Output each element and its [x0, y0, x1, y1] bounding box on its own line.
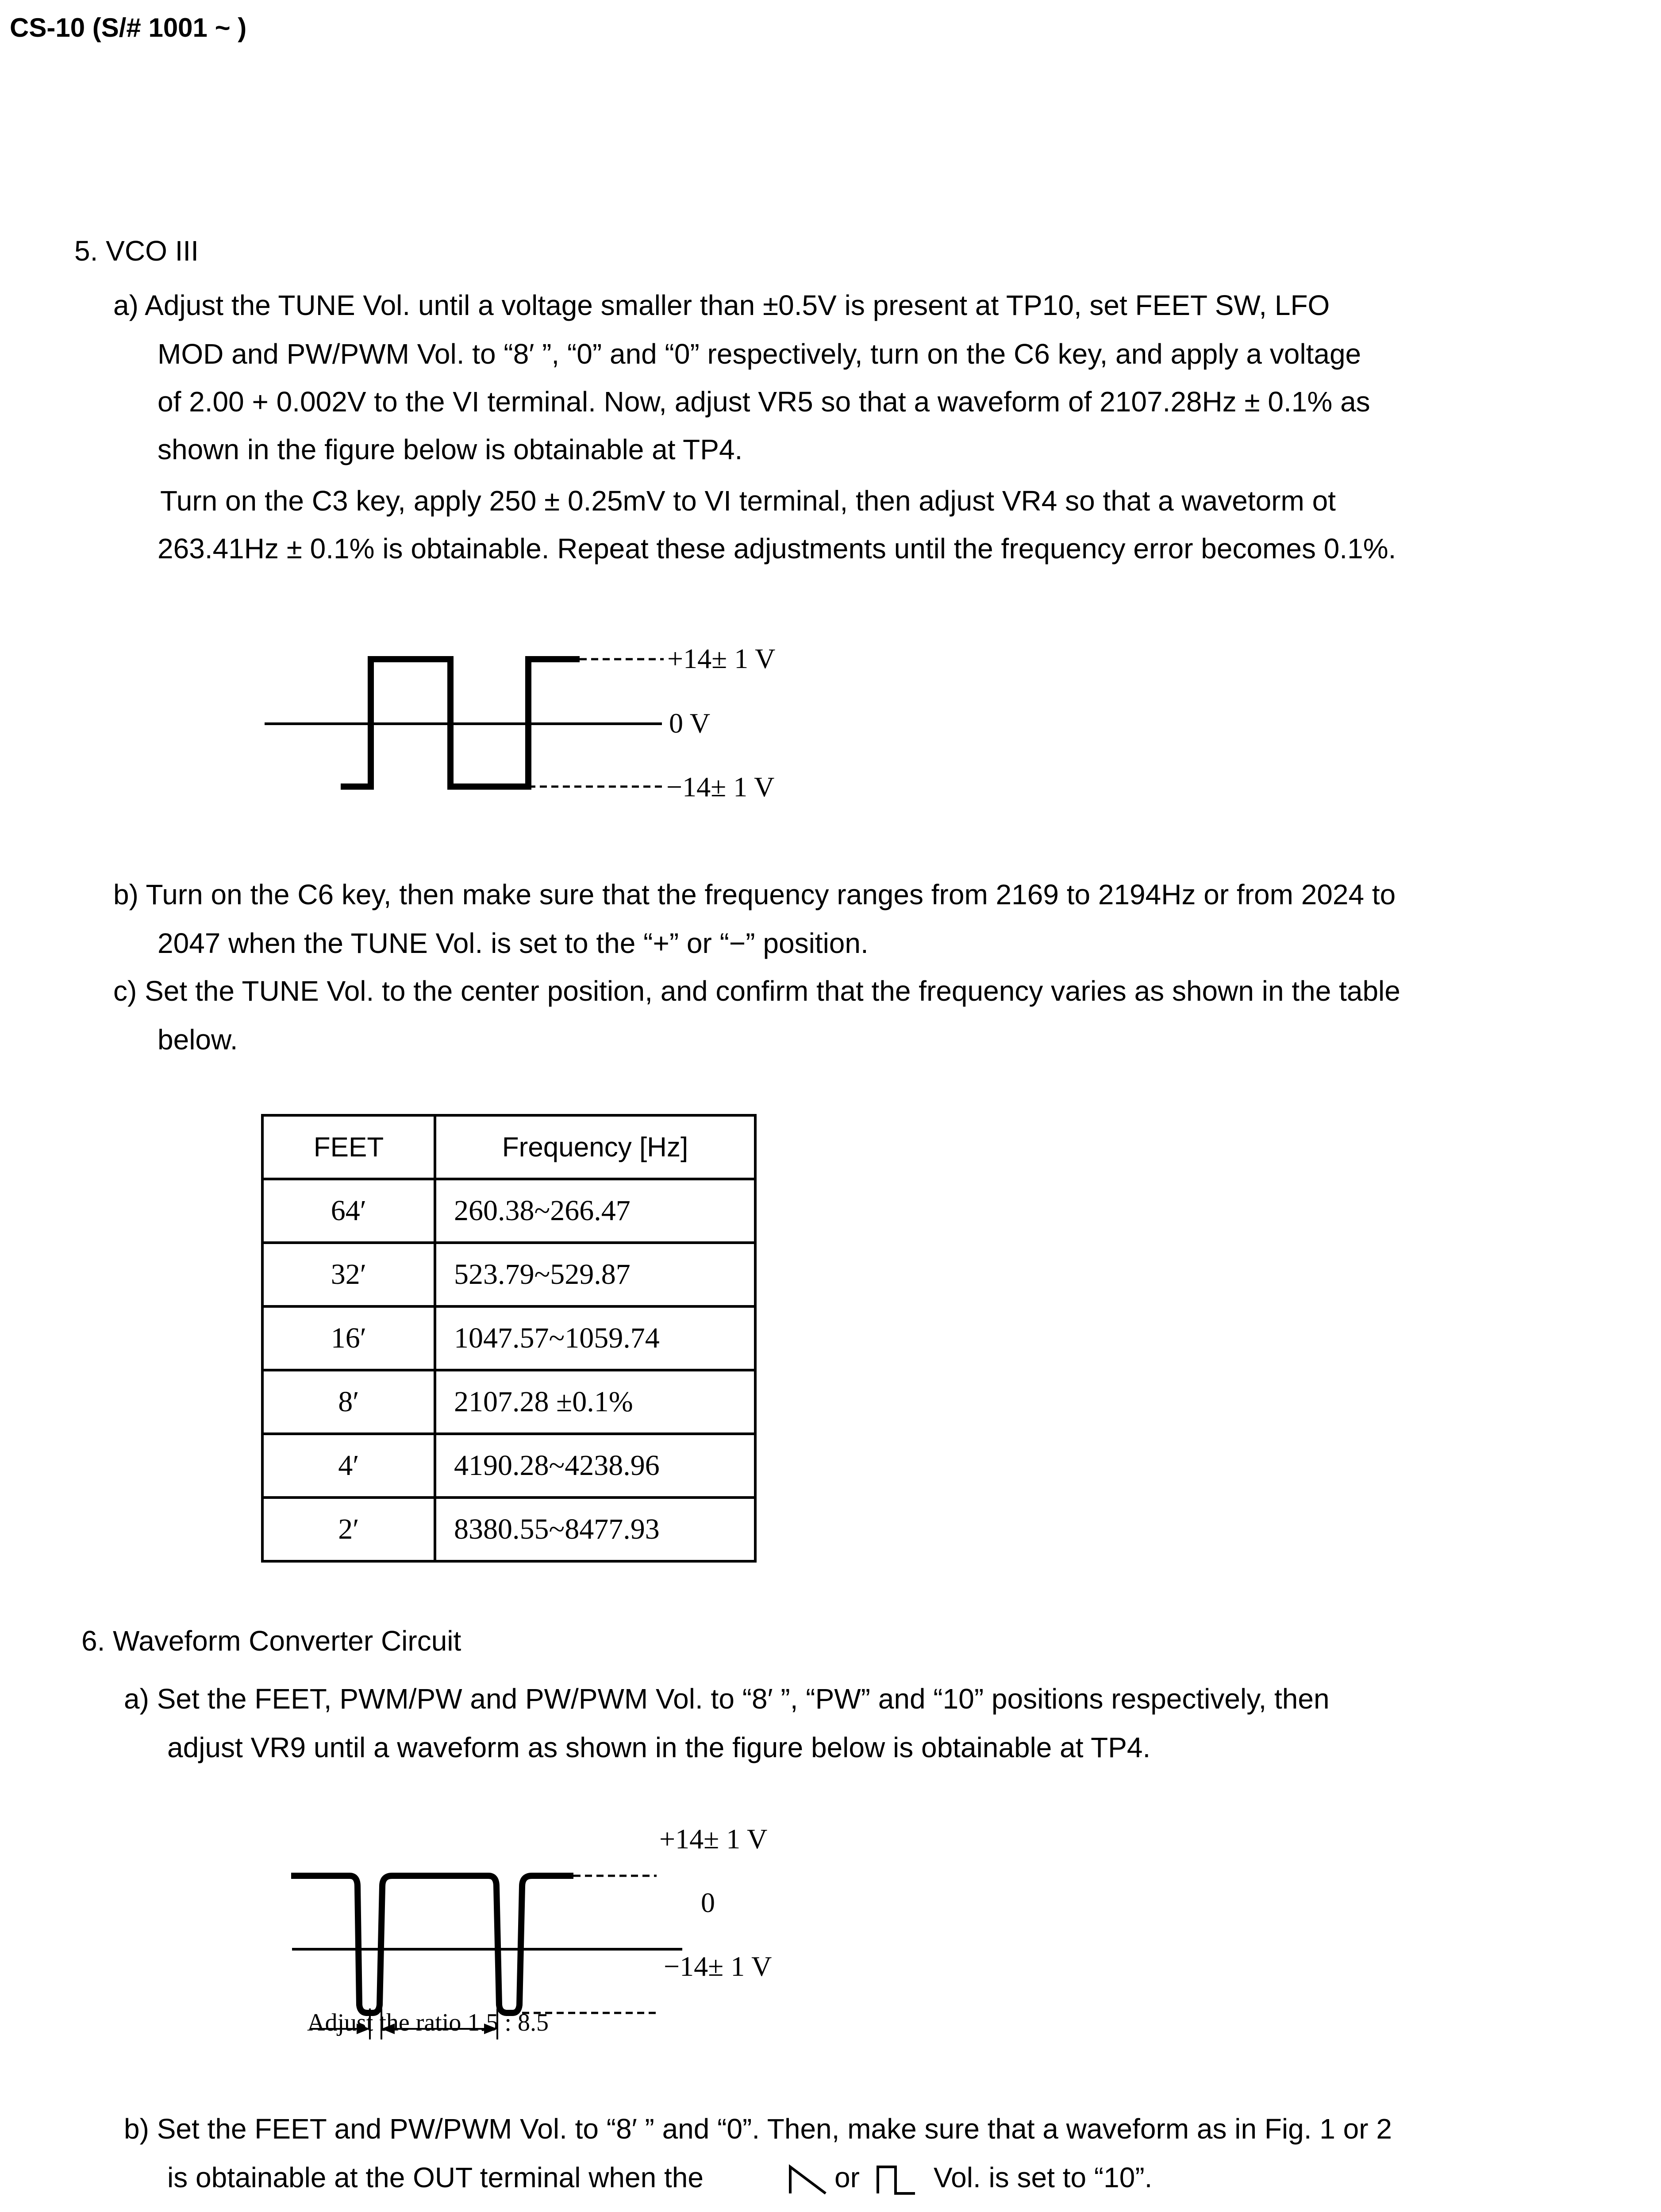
- para-line: of 2.00 + 0.002V to the VI terminal. Now, adjust VR5 so that a waveform of 2107.28Hz ± 0.1% as: [158, 386, 1370, 418]
- square-waveform-figure: [0, 633, 1661, 801]
- para-line: a) Adjust the TUNE Vol. until a voltage smaller than ±0.5V is present at TP10, set FEET SW, LFO: [113, 289, 1330, 321]
- table-cell-frequency: 2107.28 ±0.1%: [435, 1370, 755, 1434]
- para-line: Turn on the C3 key, apply 250 ± 0.25mV to VI terminal, then adjust VR4 so that a wavetorm ot: [160, 485, 1336, 517]
- table-cell-feet: 4′: [262, 1434, 435, 1498]
- table-header-feet: FEET: [262, 1115, 435, 1179]
- header-model: CS-10 (S/# 1001 ~ ): [10, 13, 247, 42]
- table-cell-frequency: 8380.55~8477.93: [435, 1498, 755, 1561]
- table-cell-frequency: 4190.28~4238.96: [435, 1434, 755, 1498]
- table-cell-feet: 8′: [262, 1370, 435, 1434]
- table-cell-feet: 64′: [262, 1179, 435, 1243]
- square-switch-icon: [875, 2162, 918, 2197]
- pulse-waveform-figure: [0, 1832, 1661, 2053]
- para-line: b) Set the FEET and PW/PWM Vol. to “8′ ” and “0”. Then, make sure that a waveform as in Fig. 1 or 2: [124, 2113, 1392, 2145]
- table-cell-frequency: 260.38~266.47: [435, 1179, 755, 1243]
- frequency-table: [261, 1114, 757, 1563]
- para-line: or: [834, 2162, 860, 2193]
- table-row: [262, 1306, 755, 1370]
- label-plus-14v: +14± 1 V: [659, 1823, 768, 1855]
- table-cell-feet: 16′: [262, 1306, 435, 1370]
- para-line: b) Turn on the C6 key, then make sure that the frequency ranges from 2169 to 2194Hz or from 2024 to: [113, 879, 1396, 910]
- table-header-row: [262, 1115, 755, 1179]
- table-row: [262, 1179, 755, 1243]
- para-line: Vol. is set to “10”.: [934, 2162, 1153, 2193]
- table-row: [262, 1498, 755, 1561]
- para-line: c) Set the TUNE Vol. to the center position, and confirm that the frequency varies as shown in the table: [113, 975, 1400, 1007]
- para-line: adjust VR9 until a waveform as shown in the figure below is obtainable at TP4.: [167, 1732, 1151, 1763]
- para-line: 2047 when the TUNE Vol. is set to the “+” or “−” position.: [158, 927, 869, 959]
- table-cell-frequency: 523.79~529.87: [435, 1243, 755, 1306]
- ratio-caption: Adjust the ratio 1.5 : 8.5: [307, 2009, 549, 2036]
- label-0v: 0 V: [669, 707, 711, 739]
- table-row: [262, 1370, 755, 1434]
- table-cell-feet: 32′: [262, 1243, 435, 1306]
- para-line: a) Set the FEET, PWM/PW and PW/PWM Vol. to “8′ ”, “PW” and “10” positions respectively, then: [124, 1683, 1330, 1715]
- section-6-title: 6. Waveform Converter Circuit: [81, 1625, 461, 1657]
- table-cell-feet: 2′: [262, 1498, 435, 1561]
- para-line: is obtainable at the OUT terminal when the: [167, 2162, 704, 2193]
- label-minus-14v: −14± 1 V: [664, 1951, 772, 1982]
- label-0: 0: [701, 1887, 715, 1918]
- label-plus-14v: +14± 1 V: [667, 643, 776, 674]
- para-line: below.: [158, 1024, 238, 1056]
- table-row: [262, 1434, 755, 1498]
- label-minus-14v: −14± 1 V: [666, 771, 775, 803]
- table-header-frequency: Frequency [Hz]: [435, 1115, 755, 1179]
- section-5-title: 5. VCO III: [74, 235, 199, 267]
- table-cell-frequency: 1047.57~1059.74: [435, 1306, 755, 1370]
- para-line: MOD and PW/PWM Vol. to “8′ ”, “0” and “0” respectively, turn on the C6 key, and apply a voltage: [158, 338, 1361, 370]
- para-line: shown in the figure below is obtainable at TP4.: [158, 434, 743, 465]
- table-row: [262, 1243, 755, 1306]
- sawtooth-switch-icon: [787, 2162, 829, 2197]
- para-line: 263.41Hz ± 0.1% is obtainable. Repeat these adjustments until the frequency error becomes 0.1%.: [158, 533, 1396, 565]
